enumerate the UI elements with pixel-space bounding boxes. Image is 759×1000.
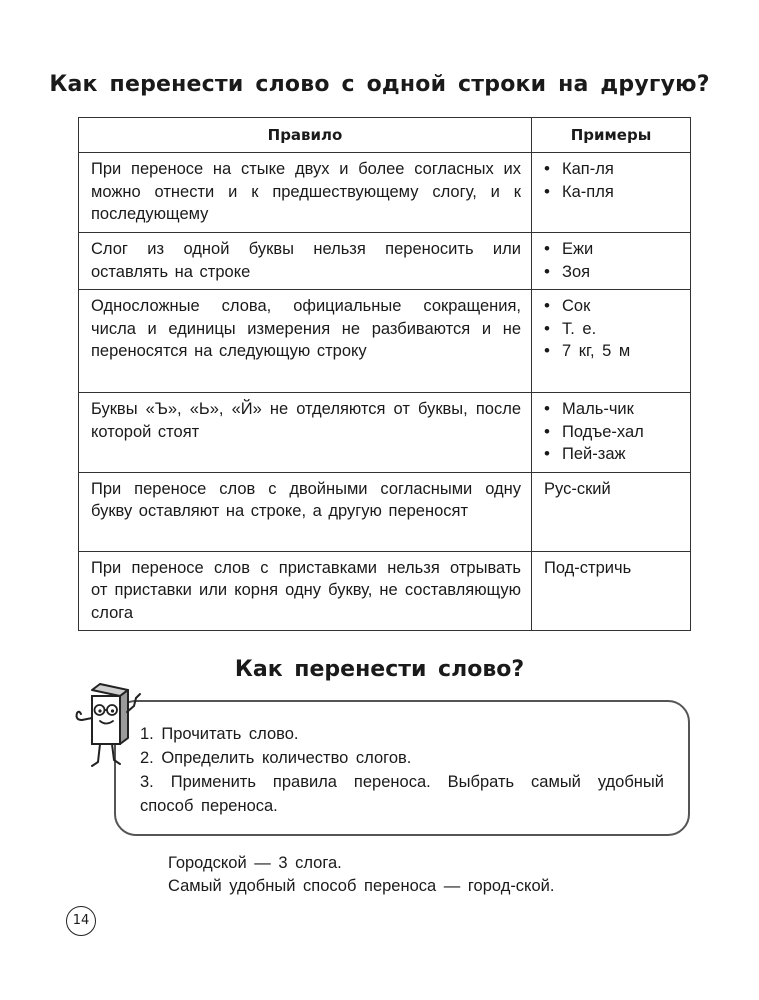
column-header-rule: Правило bbox=[79, 118, 532, 153]
rule-cell: Слог из одной буквы нельзя переносить или оставлять на строке bbox=[79, 233, 532, 290]
examples-cell bbox=[532, 153, 691, 233]
examples-list bbox=[544, 238, 680, 283]
table-row bbox=[79, 290, 691, 393]
page-title: Как перенести слово с одной строки на другую? bbox=[49, 72, 710, 97]
example-cell: Под-стричь bbox=[532, 551, 691, 631]
example-line: Самый удобный способ переноса — город-ской. bbox=[168, 877, 555, 895]
example-item: • 7 кг, 5 м bbox=[544, 340, 680, 363]
examples-list bbox=[544, 295, 680, 363]
table-row bbox=[79, 233, 691, 290]
step-item: 3. Применить правила переноса. Выбрать самый удобный способ переноса. bbox=[140, 773, 664, 815]
section-title: Как перенести слово? bbox=[234, 657, 525, 682]
rule-cell: Буквы «Ъ», «Ь», «Й» не отделяются от буквы, после которой стоят bbox=[79, 393, 532, 473]
book-character-icon bbox=[70, 680, 146, 776]
rules-table bbox=[78, 117, 691, 631]
worked-example bbox=[168, 852, 688, 898]
examples-list bbox=[544, 158, 680, 203]
example-cell: Рус-ский bbox=[532, 472, 691, 551]
rule-cell: При переносе слов с двойными согласными одну букву оставляют на строке, а другую переносят bbox=[79, 472, 532, 551]
example-item: • Ка-пля bbox=[544, 181, 680, 204]
example-item: • Т. е. bbox=[544, 318, 680, 341]
example-item: • Маль-чик bbox=[544, 398, 680, 421]
example-item: • Подъе-хал bbox=[544, 421, 680, 444]
rule-cell: При переносе слов с приставками нельзя отрывать от приставки или корня одну букву, не составляющую слога bbox=[79, 551, 532, 631]
steps-list bbox=[140, 722, 664, 818]
page-number: 14 bbox=[66, 906, 96, 936]
examples-cell bbox=[532, 393, 691, 473]
example-item: • Сок bbox=[544, 295, 680, 318]
examples-cell bbox=[532, 233, 691, 290]
table-row bbox=[79, 393, 691, 473]
column-header-examples: Примеры bbox=[532, 118, 691, 153]
example-item: • Зоя bbox=[544, 261, 680, 284]
example-item: • Кап-ля bbox=[544, 158, 680, 181]
examples-list bbox=[544, 398, 680, 466]
rule-cell: При переносе на стыке двух и более согласных их можно отнести и к предшествующему слогу, и к последующему bbox=[79, 153, 532, 233]
step-item: 1. Прочитать слово. bbox=[140, 725, 299, 743]
examples-cell bbox=[532, 290, 691, 393]
example-line: Городской — 3 слога. bbox=[168, 854, 342, 872]
rule-cell: Односложные слова, официальные сокращения, числа и единицы измерения не разбиваются и не переносятся на следующую строку bbox=[79, 290, 532, 393]
step-item: 2. Определить количество слогов. bbox=[140, 749, 412, 767]
table-header-row bbox=[79, 118, 691, 153]
table-row bbox=[79, 551, 691, 631]
example-item: • Ежи bbox=[544, 238, 680, 261]
example-item: • Пей-заж bbox=[544, 443, 680, 466]
table-row bbox=[79, 153, 691, 233]
table-row bbox=[79, 472, 691, 551]
